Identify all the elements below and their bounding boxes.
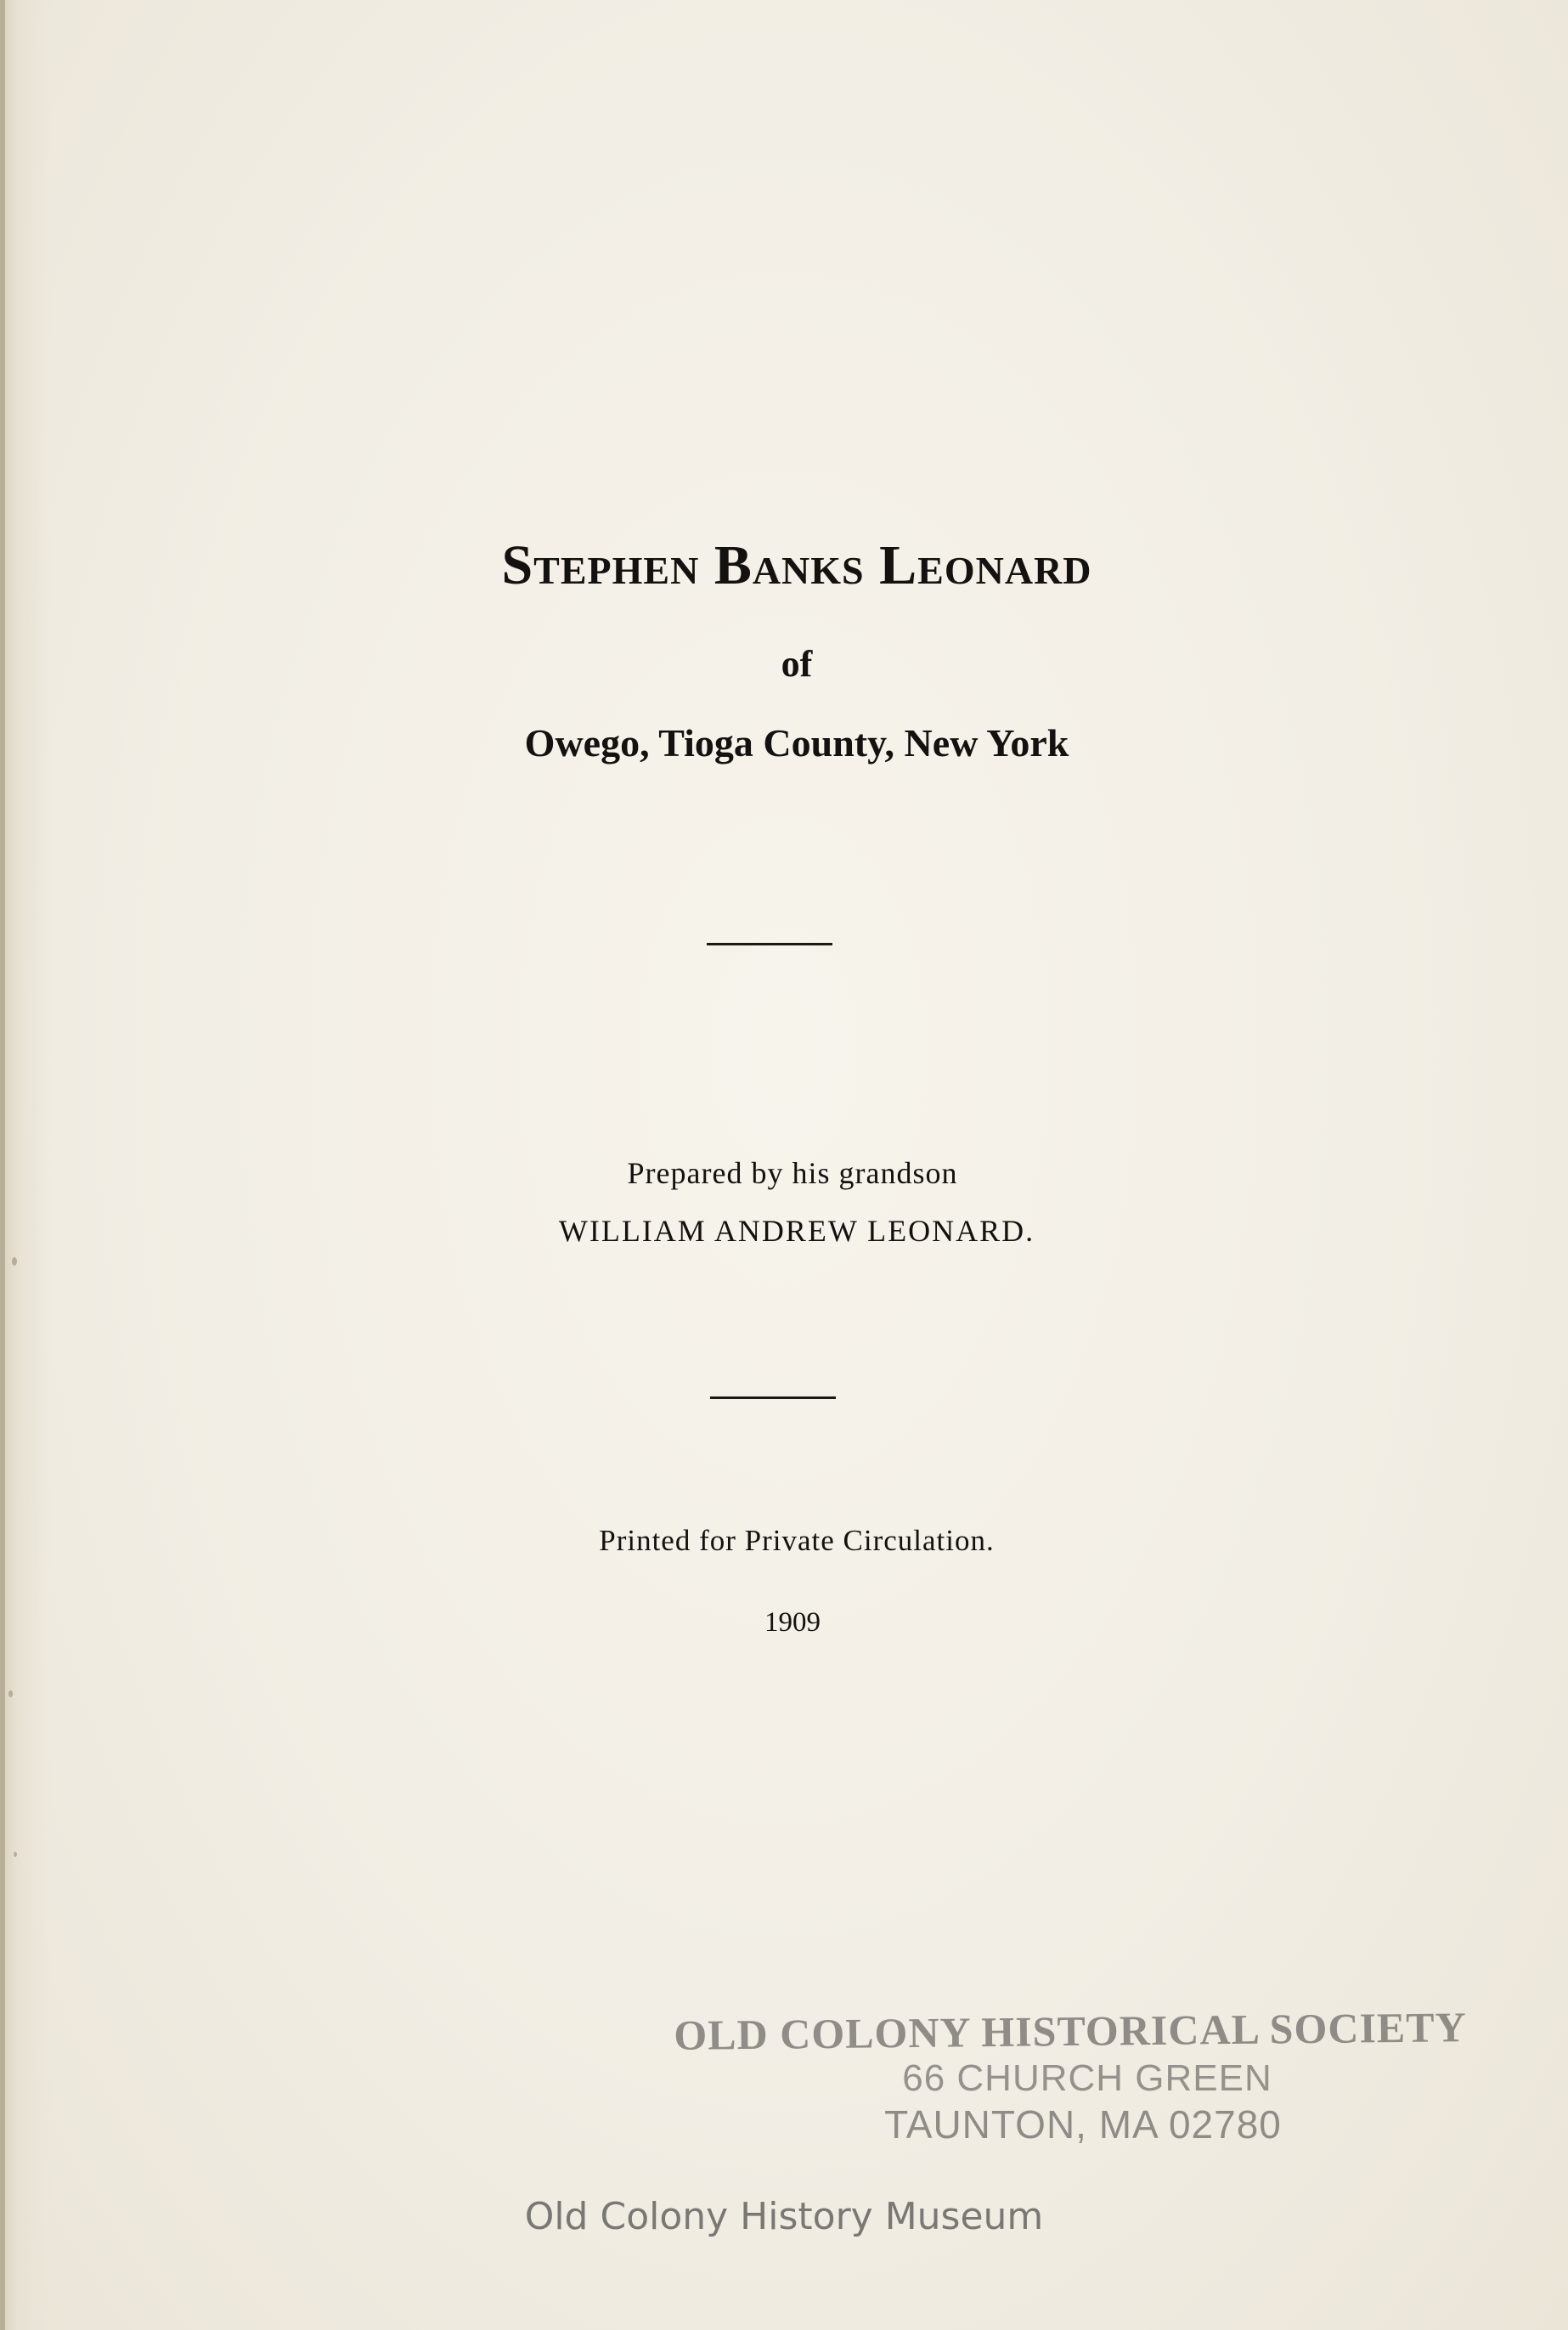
paper-speck [8,1690,13,1697]
library-stamp [663,2003,1478,2147]
author-name: WILLIAM ANDREW LEONARD. [558,1214,1035,1248]
museum-watermark: Old Colony History Museum [524,2195,1044,2238]
binding-edge [0,0,5,2330]
publication-year: 1909 [764,1607,821,1638]
prepared-by-line: Prepared by his grandson [627,1156,958,1190]
printing-note: Printed for Private Circulation. [599,1524,995,1557]
paper-speck [14,1852,17,1857]
stamp-society-name: OLD COLONY HISTORICAL SOCIETY [674,2003,1467,2059]
stamp-street: 66 CHURCH GREEN [902,2057,1272,2099]
place-line: Owego, Tioga County, New York [524,721,1069,764]
paper-speck [12,1257,17,1266]
stamp-city: TAUNTON, MA 02780 [884,2102,1282,2147]
book-title: Stephen Banks Leonard [501,534,1092,596]
title-connector: of [781,643,813,685]
divider-rule [707,943,832,945]
divider-rule [710,1396,836,1399]
